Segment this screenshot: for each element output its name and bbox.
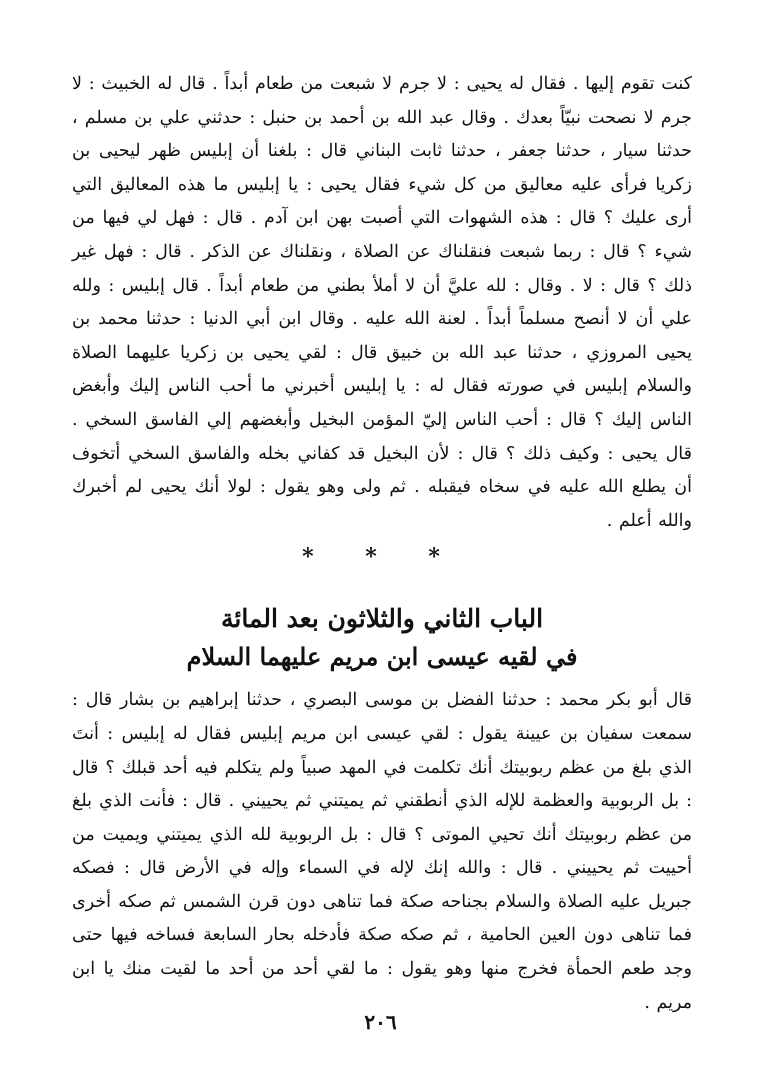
section-separator: * * * (302, 544, 462, 571)
body-paragraph: كنت تقوم إليها . فقال له يحيى : لا جرم لا شبعت من طعام أبداً . قال له الخبيث : لا جرم لا نصحت نبيّاً بعدك . وقال عبد الله بن أحمد بن حنبل : حدثني علي بن مسلم ، حدثنا سيار ، حدثنا جعفر ، حدثنا ثابت البناني قال : بلغنا أن إبليس ظهر ليحيى بن زكريا فرأى عليه معاليق من كل شيء فقال يحيى : يا إبليس ما هذه المعاليق التي أرى عليك ؟ قال : هذه الشهوات التي أصبت بهن ابن آدم . قال : فهل لي فيها من شيء ؟ قال : ربما شبعت فنقلناك عن الصلاة ، ونقلناك عن الذكر . قال : فهل غير ذلك ؟ قال : لا . وقال : لله عليَّ أن لا أملأ بطني من طعام أبداً . قال إبليس : ولله علي أن لا أنصح مسلماً أبداً . لعنة الله عليه . وقال ابن أبي الدنيا : حدثنا محمد بن يحيى المروزي ، حدثنا عبد الله بن خبيق قال : لقي يحيى بن زكريا عليهما الصلاة والسلام إبليس في صورته فقال له : يا إبليس أخبرني ما أحب الناس إليك وأبغض الناس إليك ؟ قال : أحب الناس إليّ المؤمن البخيل وأبغضهم إلي الفاسق السخي . قال يحيى : وكيف ذلك ؟ قال : لأن البخيل قد كفاني بخله والفاسق السخي أتخوف أن يطلع الله عليه في سخاه فيقبله . ثم ولى وهو يقول : لولا أنك يحيى لم أخبرك والله أعلم . (72, 74, 692, 531)
page-content (72, 68, 692, 1020)
chapter-paragraph: قال أبو بكر محمد : حدثنا الفضل بن موسى البصري ، حدثنا إبراهيم بن بشار قال : سمعت سفيان بن عيينة يقول : لقي عيسى ابن مريم إبليس فقال له إبليس : أنتَ الذي بلغ من عظم ربوبيتك أنك تكلمت في المهد صبياً ولم يتكلم فيه أحد قبلك ؟ قال : بل الربوبية والعظمة للإله الذي أنطقني ثم يميتني ثم يحييني . قال : فأنت الذي بلغ من عظم ربوبيتك أنك تحيي الموتى ؟ قال : بل الربوبية لله الذي يميتني ويميت من أحييت ثم يحييني . قال : والله إنك لإله في السماء وإله في الأرض قال : فصكه جبريل عليه الصلاة والسلام بجناحه صكة فما تناهى دون قرن الشمس ثم صكه أخرى فما تناهى دون العين الحامية ، ثم صكه صكة فأدخله بحار السابعة فساخه فيها حتى وجد طعم الحمأة فخرج منها وهو يقول : ما لقي أحد من أحد ما لقيت منك يا ابن مريم . (72, 690, 692, 1013)
chapter-title: الباب الثاني والثلاثون بعد المائة (220, 604, 544, 634)
chapter-subtitle: في لقيه عيسى ابن مريم عليهما السلام (186, 642, 578, 672)
page-number: ٢٠٦ (364, 1010, 397, 1034)
